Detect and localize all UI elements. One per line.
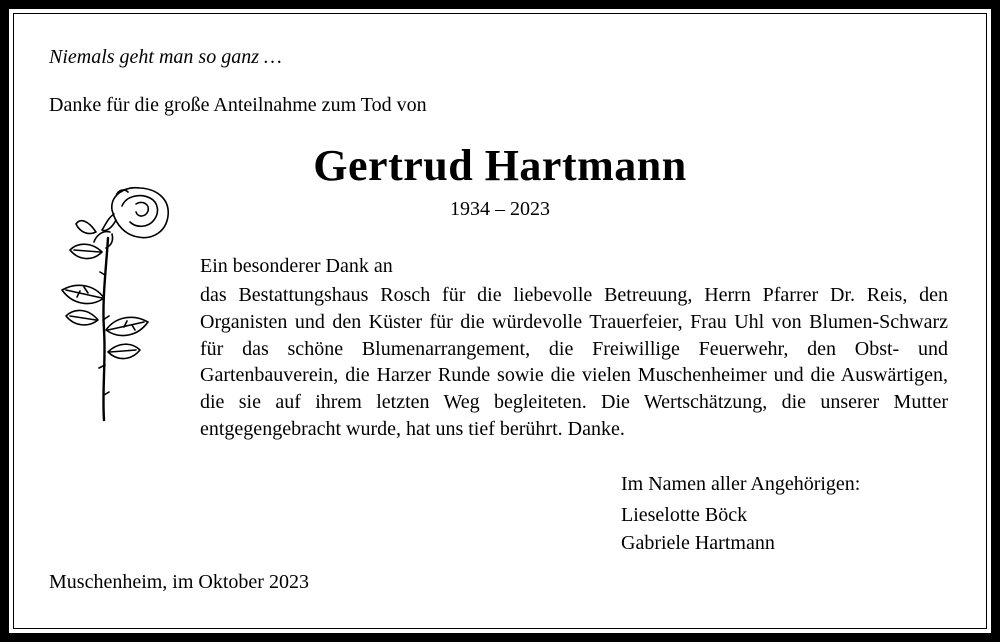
signature-name: Lieselotte Böck	[621, 504, 748, 526]
special-thanks-text: das Bestattungshaus Rosch für die liebevolle Betreuung, Herrn Pfarrer Dr. Reis, den Organisten und den Küster für die würdevolle Trauerfeier, Frau Uhl von Blumen-Schwarz für das schöne Blumenarrangement, die Freiwillige Feuerwehr, den Obst- und Gartenbauverein, die Harzer Runde sowie die vielen Muschenheimer und die Auswärtigen, die sie auf ihrem letzten Weg begleiteten. Die Wertschätzung, die unserer Mutter entgegengebracht wurde, hat uns tief berührt. Danke.	[200, 284, 948, 440]
motto: Niemals geht man so ganz …	[49, 46, 282, 68]
place-date: Muschenheim, im Oktober 2023	[49, 571, 309, 593]
signature-lead: Im Namen aller Angehörigen:	[621, 473, 861, 495]
thanks-line: Danke für die große Anteilnahme zum Tod von	[49, 94, 427, 116]
signature-name: Gabriele Hartmann	[621, 532, 775, 554]
special-thanks-body	[200, 282, 948, 443]
rose-icon	[40, 180, 180, 430]
deceased-name: Gertrud Hartmann	[313, 141, 687, 190]
life-years: 1934 – 2023	[450, 198, 550, 220]
special-thanks-intro: Ein besonderer Dank an	[200, 255, 393, 277]
